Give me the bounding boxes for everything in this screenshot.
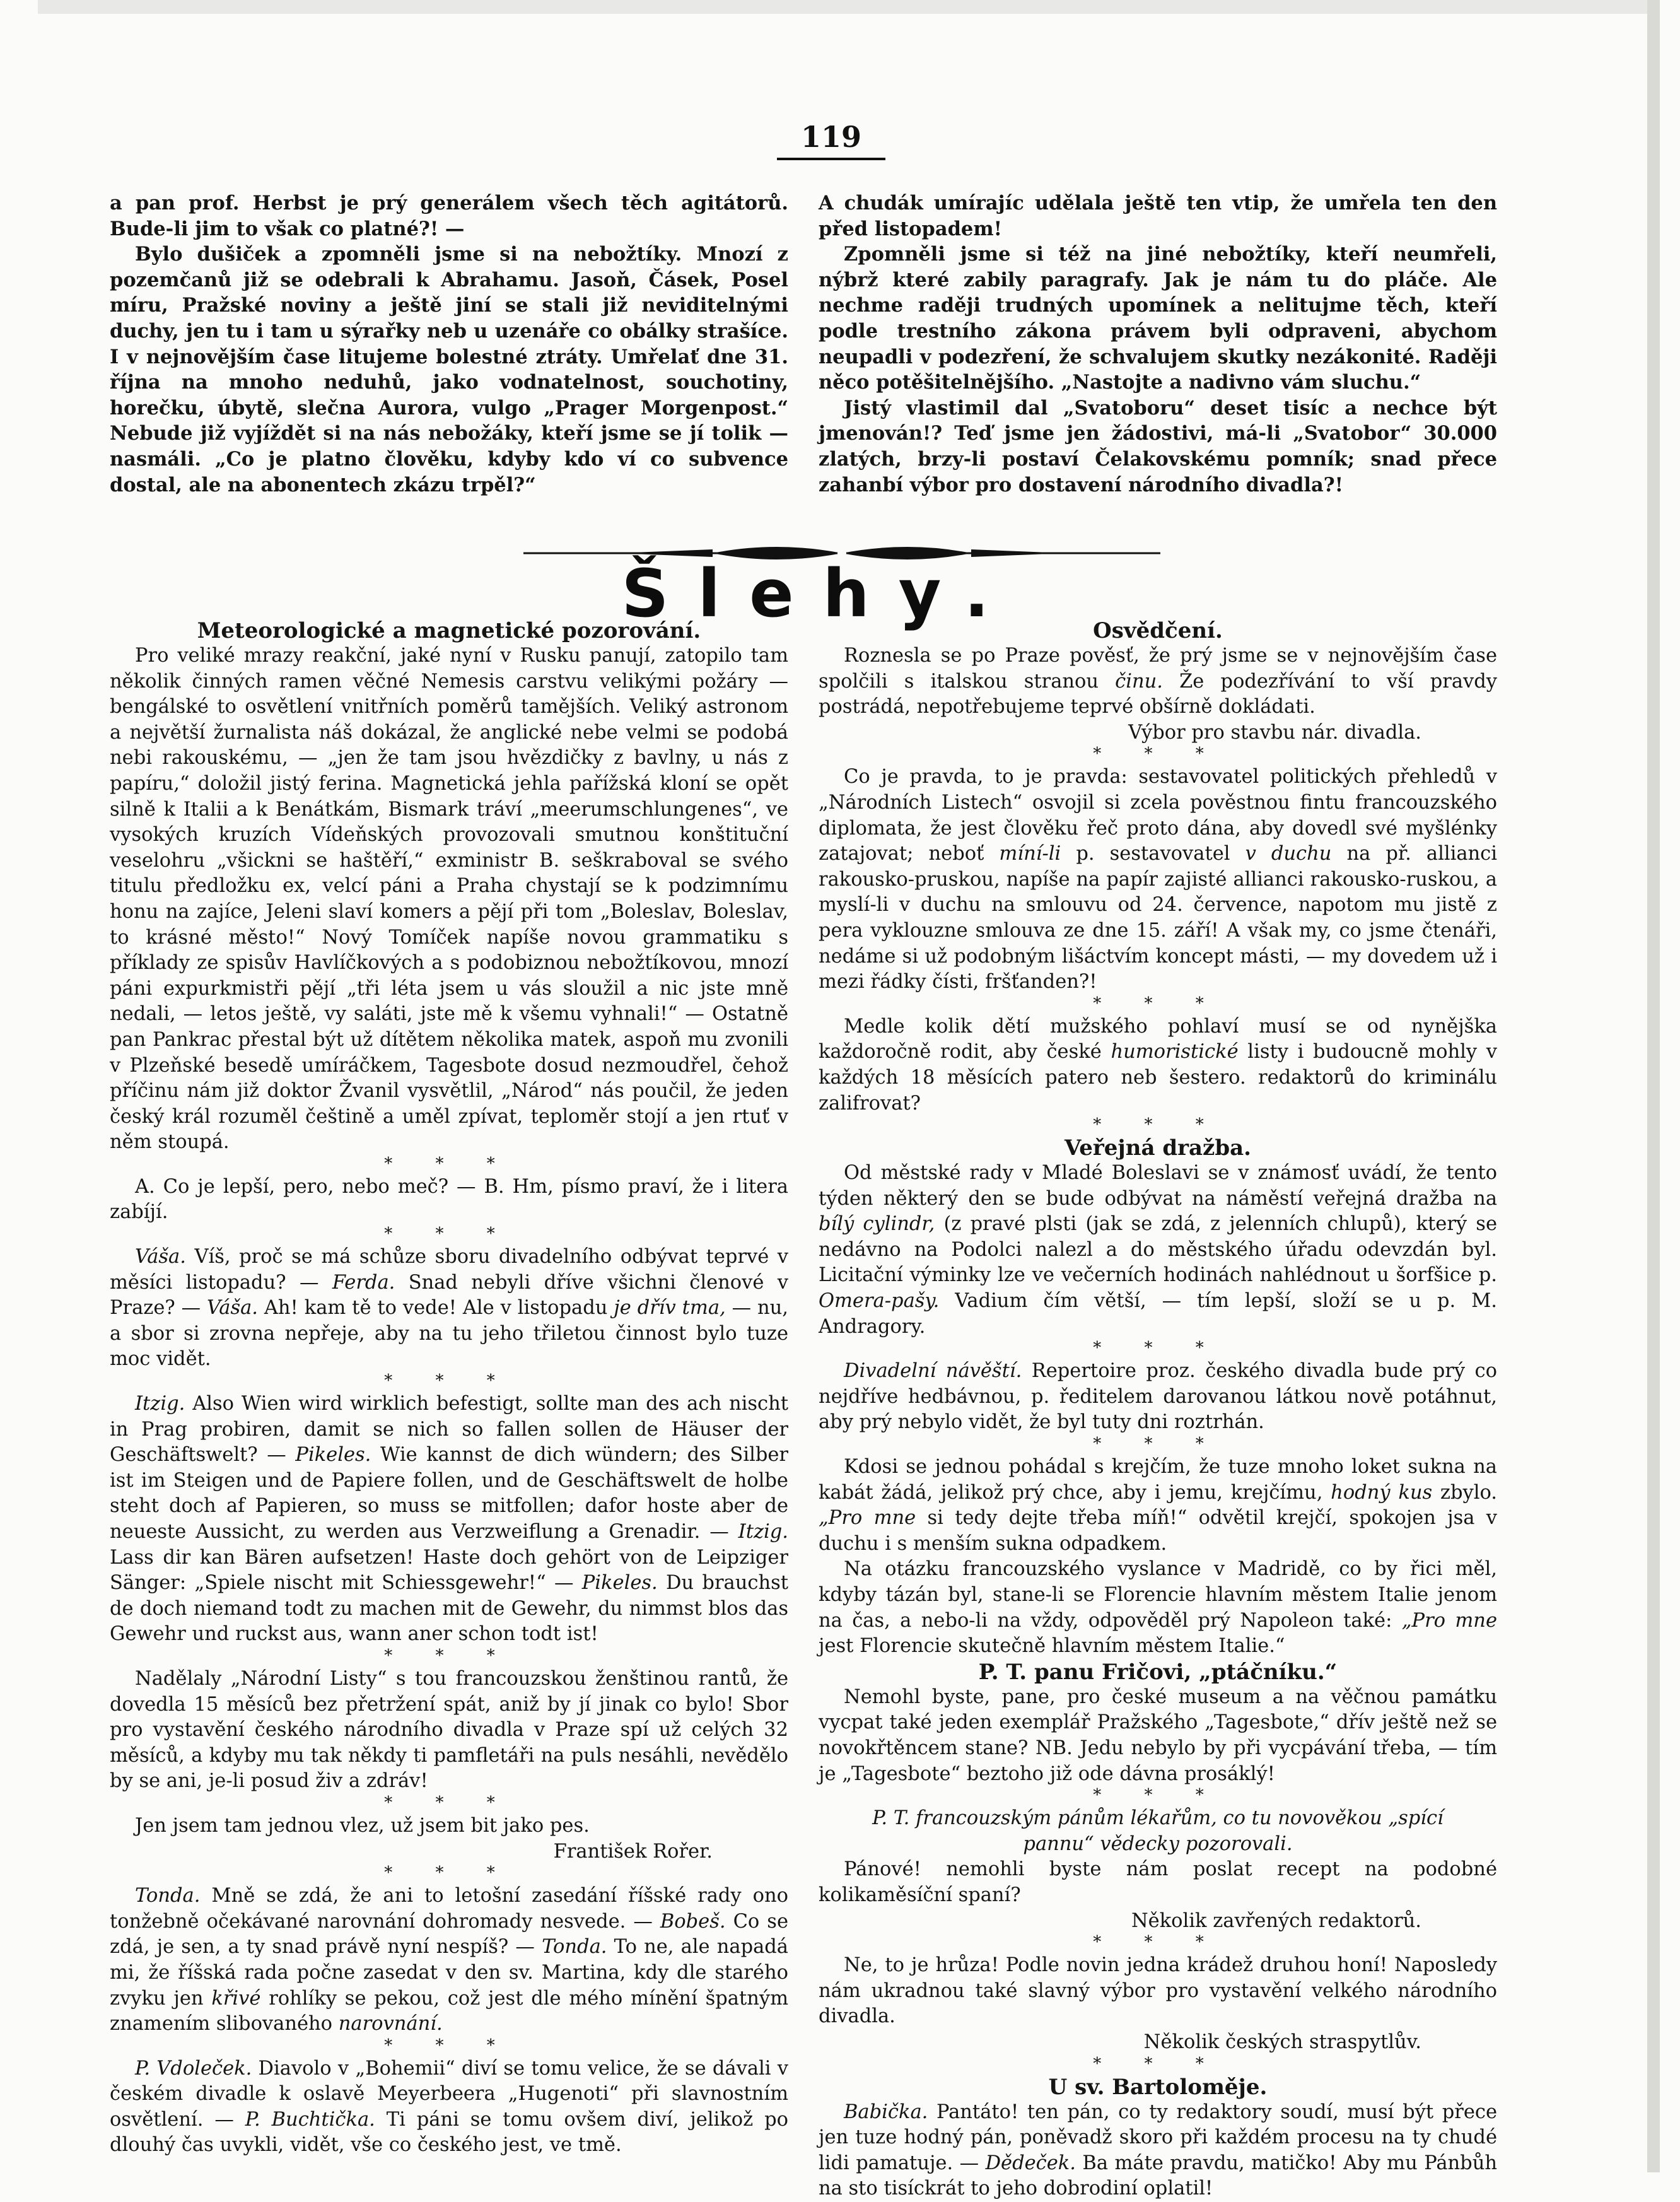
speaker-name: Tonda. <box>135 1885 201 1907</box>
emphasis-text: v duchu <box>1245 843 1332 865</box>
asterism: * * * <box>1093 1933 1223 1952</box>
heading-st-bartholomew: U sv. Bartoloměje. <box>1048 2074 1268 2100</box>
body-text: Kdosi se jednou pohádal s krejčím, že tuze mnoho loket sukna na kabát žádá, jelikož prý chce, aby i jemu, krejčímu, <box>819 1456 1497 1504</box>
right-para-4 <box>819 1161 1497 1340</box>
page-title: Šlehy. <box>621 555 1018 632</box>
italic-subheading-line: pannu“ vědecky pozorovali. <box>1023 1832 1293 1855</box>
italic-subheading-line: P. T. francouzským pánům lékařům, co tu novověkou „spící <box>872 1807 1444 1830</box>
dialogue-text: Ah! kam tě to vede! Ale v listopadu <box>258 1297 614 1320</box>
page-number-rule <box>777 158 885 160</box>
top-left-para-1: a pan prof. Herbst je prý generálem všech těch agitátorů. Bude-li jim to však co platné?! — <box>110 192 788 240</box>
dialogue-text: Lass dir kan Bären aufsetzen! Haste doch gehört von de Leipziger Sänger: „Spiele nischt mit Schiessgewehr!“ — <box>110 1546 788 1595</box>
right-para-11 <box>819 2100 1497 2202</box>
body-text: Co je pravda, to je pravda: sestavovatel politických přehledů v „Národních Listech“ osvojil si zcela pověstnou fintu francouzského diplomata, že jest člověku řeč proto dána, aby dovedl své myšlénky zatajovat; neboť <box>819 766 1497 865</box>
heading-meteorological: Meteorologické a magnetické pozorování. <box>197 618 701 643</box>
left-column <box>110 618 788 2158</box>
asterism: * * * <box>1093 1786 1223 1805</box>
emphasis-text: činu. <box>1115 670 1163 693</box>
emphasis-text: míní-li <box>999 843 1061 865</box>
body-text: si tedy dejte třeba míň!“ odvětil krejčí, spokojen jsa v duchu i s menším sukna odpadkem. <box>819 1507 1498 1555</box>
speaker-name: Bobeš. <box>660 1910 726 1933</box>
right-para-7 <box>819 1557 1497 1659</box>
right-para-2 <box>819 764 1497 995</box>
right-para-10: Ne, to je hrůza! Podle novin jedna krádež druhou honí! Naposledy nám ukradnou také slavný výbor pro vystavění velkého národního divadla. <box>819 1954 1497 2028</box>
dialogue-text: Snad nebyli dříve všichni členové v Praze? — <box>110 1271 788 1320</box>
asterism: * * * <box>384 1224 514 1244</box>
left-para-3 <box>110 1244 788 1373</box>
heading-declaration: Osvědčení. <box>1093 618 1223 643</box>
speaker-name: Váša. <box>207 1297 258 1320</box>
body-text: zbylo. <box>1432 1481 1497 1504</box>
body-text: Medle kolik dětí mužského pohlaví musí se od nynějška každoročně rodit, aby české <box>819 1015 1497 1063</box>
dialogue-text: Víš, proč se má schůze sboru divadelního odbývat teprvé v měsíci listopadu? — <box>110 1246 788 1294</box>
top-right-para-2: Zpomněli jsme si též na jiné nebožtíky, kteří neumřeli, nýbrž které zabily paragrafy. Jak je nám tu do pláče. Ale nechme raději trudných upomínek a nelitujme těch, kteří podle trestního zákona právem byli odpraveni, abychom neupadli v podezření, že schvalujem skutky nezákonité. Raději něco potěšitelnějšího. „Nastojte a nadivno vám sluchu.“ <box>819 243 1497 394</box>
dialogue-text: Mně se zdá, že ani to letošní zasedání říšské rady ono tonžebně očekávané narovnání dohromady nesvede. — <box>110 1885 788 1933</box>
speaker-name: Itzig. <box>738 1521 788 1543</box>
emphasis-text: hodný kus <box>1331 1481 1433 1504</box>
body-text: Repertoire proz. českého divadla bude prý co nejdříve hedbávnou, p. ředitelem darovanou látkou nově potáhnut, aby prý nebylo vidět, že byl tuty dni roztrhán. <box>819 1360 1498 1434</box>
speaker-name: Dědeček. <box>985 2152 1076 2174</box>
body-text: Roznesla se po Praze pověsť, že prý jsme se v nejnovějším čase spolčili s italskou stranou <box>819 645 1497 693</box>
asterism: * * * <box>1093 1338 1223 1358</box>
asterism: * * * <box>1093 1115 1223 1135</box>
dialogue-text: To ne, ale napadá mi, že říšská rada počne zasedat v den sv. Martina, kdy dle starého zvyku jen <box>110 1936 788 2010</box>
scan-edge-top <box>38 0 1652 14</box>
heading-public-auction: Veřejná dražba. <box>1065 1135 1251 1161</box>
right-para-6 <box>819 1455 1497 1557</box>
left-para-4 <box>110 1391 788 1648</box>
body-text: Že podezřívání to vší pravdy postrádá, nepotřebujeme teprvé obšírně dokládati. <box>819 670 1497 718</box>
signature: Výbor pro stavbu nár. divadla. <box>1128 721 1421 744</box>
speaker-name: P. Buchtička. <box>245 2108 375 2131</box>
top-right-column <box>819 190 1497 498</box>
body-text: Pantáto! ten pán, co ty redaktory soudí, musí být přece jen tuze hodný pán, poněvadž skoro při každém procesu na ty chudé lidi pamatuje. — <box>819 2100 1497 2174</box>
emphasis-text: je dřív tma, <box>614 1297 726 1320</box>
emphasis-text: „Pro mne <box>1401 1609 1497 1632</box>
top-left-column <box>110 190 788 498</box>
left-para-8 <box>110 2056 788 2158</box>
right-para-5 <box>819 1359 1497 1436</box>
body-text: (z pravé plsti (jak se zdá, z jelenních chlupů), který se nedávno na Podolci nalezl a do městského úřadu odevzdán byl. Licitační výminky lze ve večerních hodinách nahlédnout u šorfšice p. <box>819 1213 1498 1287</box>
scan-edge-right <box>1647 0 1660 2172</box>
emphasis-text: bílý cylindr, <box>819 1213 935 1236</box>
left-para-6: Jen jsem tam jednou vlez, už jsem bit jako pes. <box>135 1814 590 1837</box>
asterism: * * * <box>384 2035 514 2055</box>
speaker-name: Pikeles. <box>295 1444 371 1467</box>
asterism: * * * <box>384 1646 514 1665</box>
emphasis-text: křivé <box>211 1987 261 2010</box>
top-right-para-1: A chudák umírajíc udělala ještě ten vtip, že umřela ten den před listopadem! <box>819 192 1497 240</box>
right-column <box>819 618 1497 2202</box>
dialogue-text: Co se zdá, je sen, a ty snad právě nyní nespíš? — <box>110 1910 788 1959</box>
italic-subheading <box>819 1806 1497 1857</box>
top-right-para-3: Jistý vlastimil dal „Svatoboru“ deset tisíc a nechce být jmenován!? Teď jsme jen žádostivi, má-li „Svatobor“ 30.000 zlatých, brzy-li postaví Čelakovskému pomník; snad přece zahanbí výbor pro dostavení národního divadla?! <box>819 396 1497 496</box>
right-para-9: Pánové! nemohli byste nám poslat recept na podobné kolikaměsíční spaní? <box>819 1858 1497 1906</box>
emphasis-text: humoristické <box>1111 1041 1239 1063</box>
dialogue-text: Wie kannst de dich wündern; des Silber ist im Steigen und de Papiere follen, und de Geschäftswelt de holbe steht doch af Papieren, so muss se mitfollen; dafor hoste aber de neueste Aussicht, zu werden aus Verzweiflung a Grenadir. — <box>110 1444 788 1543</box>
right-para-3 <box>819 1014 1497 1116</box>
asterism: * * * <box>1093 2054 1223 2073</box>
body-text: jest Florencie skutečně hlavním městem Italie.“ <box>819 1635 1285 1658</box>
dialogue-text: Diavolo v „Bohemii“ diví se tomu velice, že se dávali v českém divadle k oslavě Meyerbeera „Hugenoti“ při slavnostním osvětlení. — <box>110 2057 788 2131</box>
emphasis-text: „Pro mne <box>819 1507 916 1530</box>
asterism: * * * <box>1093 744 1223 764</box>
signature: František Rořer. <box>553 1840 713 1863</box>
left-para-1: Pro veliké mrazy reakční, jaké nyní v Rusku panují, zatopilo tam několik činných ramen věčné Nemesis carstvu velikými požáry — bengálské to osvětlení vnitřních poměrů tamějších. Veliký astronom a největší žurnalista náš dokázal, že anglické nebe velmi se podobá nebi rakouskému, — „jen že tam jsou hvězdičky z bavlny, u nás z papíru,“ doložil jistý ferina. Magnetická jehla pařížská kloní se opět silně k Italii a k Benátkám, Bismark tráví „meerumschlungenes“, ve vysokých kruzích Vídeňských provozovali smutnou konštituční veselohru „všickni se haštěří,“ exministr B. seškraboval se svého titulu předložku ex, velcí páni a Praha chystají se k podzimnímu honu na zajíce, Jeleni slaví komers a pějí při tom „Boleslav, Boleslav, to krásné město!“ Nový Tomíček napíše novou grammatiku s příklady ze spisův Havlíčkových a s podobiznou nebožtíkovou, mnozí páni expurkmistři pějí „tři léta jsem u vás sloužil a nic jste mně nedali, — letos ještě, vy saláti, jste mě k všemu vyhnali!“ — Ostatně pan Pankrac přestal být už dítětem několika matek, aspoň mu zvonili v Plzeňské besedě umíráčkem, Tagesbote dosud nezmoudřel, čehož příčinu nám již doktor Žvanil vysvětlil, „Národ“ nás poučil, že jeden český král rozuměl češtině a uměl zpívat, teploměr stojí a jen rtuť v něm stoupá. <box>110 645 788 1154</box>
emphasis-text: Omera-pašy. <box>819 1290 940 1313</box>
speaker-name: Pikeles. <box>581 1572 658 1595</box>
dialogue-text: Du brauchst de doch niemand todt zu machen mit de Gewehr, du nimmst blos das Gewehr und ruckst aus, wann aner schon todt ist! <box>110 1572 788 1646</box>
dialogue-text: Ti páni se tomu ovšem diví, jelikož po dlouhý čas uvykli, vidět, vše co českého jest, ve tmě. <box>110 2108 788 2157</box>
asterism: * * * <box>1093 993 1223 1013</box>
speaker-name: Váša. <box>135 1246 186 1268</box>
dialogue-text: rohlíky se pekou, což jest dle mého mínění špatným znamením slibovaného <box>110 1987 789 2035</box>
dialogue-text: — nu, a sbor si zrovna nepřeje, aby na tu jeho třiletou činnost bylo tuze moc vidět. <box>110 1297 788 1371</box>
asterism: * * * <box>384 1793 514 1812</box>
page-number: 119 <box>800 120 862 154</box>
asterism: * * * <box>1093 1434 1223 1454</box>
speaker-name: Tonda. <box>542 1936 607 1959</box>
body-text: p. sestavovatel <box>1061 843 1245 865</box>
body-text: Na otázku francouzského vyslance v Madridě, co by řici měl, kdyby tázán byl, stane-li se Florencie hlavním městem Italie jenom na čas, a nebo-li na vždy, odpověděl prý Napoleon také: <box>819 1558 1497 1632</box>
signature: Několik českých straspytlův. <box>1143 2030 1421 2053</box>
body-text: na př. allianci rakousko-pruskou, napíše na papír zajisté allianci rakousko-ruskou, a myslí-li v duchu na smlouvu od 24. července, napotom mu jistě z pera vyklouzne smlouva ze dne 15. září! A však my, co jsme čtenáři, nedáme si už podobným lišáctvím koncept másti, — my dovedem už i mezi řádky čísti, fršťanden?! <box>819 843 1497 993</box>
body-text: listy i budoucně mohly v každých 18 měsících patero neb šestero. redaktorů do kriminálu zalifrovat? <box>819 1041 1498 1115</box>
body-text: Vadium čím větší, — tím lepší, složí se u p. M. Andragory. <box>819 1290 1497 1338</box>
top-left-para-2: Bylo dušiček a zpomněli jsme si na nebožtíky. Mnozí z pozemčanů již se odebrali k Abrahamu. Jasoň, Čásek, Posel míru, Pražské noviny a ještě jiní se stali již neviditelnými duchy, jen tu i tam u sýrařky neb u uzenáře co obálky strašíce. I v nejnovějším čase litujeme bolestné ztráty. Umřelať dne 31. října na mnoho neduhů, jako vodnatelnost, souchotiny, horečku, úbytě, slečna Aurora, vulgo „Prager Morgenpost.“ Nebude již vyjíždět si na nás nebožáky, kteří jsme se jí tolik — nasmáli. „Co je platno člověku, kdyby kdo ví co subvence dostal, ale na abonentech zkázu trpěl?“ <box>110 243 788 496</box>
emphasis-text: narovnání. <box>338 2013 443 2035</box>
body-text: Od městské rady v Mladé Boleslavi se v známosť uvádí, že tento týden některý den se bude odbývat na náměstí veřejná dražba na <box>819 1162 1497 1210</box>
speaker-name: Babička. <box>844 2100 928 2123</box>
dialogue-text: Also Wien wird wirklich befestigt, sollte man des ach nischt in Prag probiren, damit se nich so fallen sollen de Häuser der Geschäftswelt? — <box>110 1393 788 1467</box>
emphasis-text: Divadelní návěští. <box>844 1360 1022 1383</box>
right-para-8: Nemohl byste, pane, pro české museum a na věčnou památku vycpat také jeden exemplář Pražského „Tagesbote,“ dřív ještě než se novokřtěncem stane? NB. Jedu nebylo by při vycpávání třeba, — tím je „Tagesbote“ beztoho již ode dávna prosáklý! <box>819 1685 1497 1785</box>
signature: Několik zavřených redaktorů. <box>1131 1909 1421 1932</box>
asterism: * * * <box>384 1863 514 1883</box>
asterism: * * * <box>384 1371 514 1391</box>
speaker-name: Ferda. <box>332 1271 395 1294</box>
left-para-5: Nadělaly „Národní Listy“ s tou francouzskou ženštinou rantů, že dovedla 15 měsíců bez přetržení spát, aniž by jí jinak co bylo! Sbor pro vystavění českého národního divadla v Praze spí už celých 32 měsíců, a kdyby mu tak někdy ti pamfletáři na puls nesáhli, nevědělo by se ani, je-li posud živ a zdráv! <box>110 1667 788 1793</box>
heading-to-fric: P. T. panu Fričovi, „ptáčníku.“ <box>978 1659 1338 1685</box>
left-para-2: A. Co je lepší, pero, nebo meč? — B. Hm, písmo praví, že i litera zabíjí. <box>110 1175 788 1224</box>
right-para-1 <box>819 643 1497 720</box>
speaker-name: P. Vdoleček. <box>135 2057 252 2080</box>
asterism: * * * <box>384 1154 514 1173</box>
left-para-7 <box>110 1883 788 2037</box>
body-text: Ba máte pravdu, matičko! Aby mu Pánbůh na sto tisíckrát to jeho dobrodiní oplatil! <box>819 2152 1497 2200</box>
speaker-name: Itzig. <box>135 1393 185 1415</box>
